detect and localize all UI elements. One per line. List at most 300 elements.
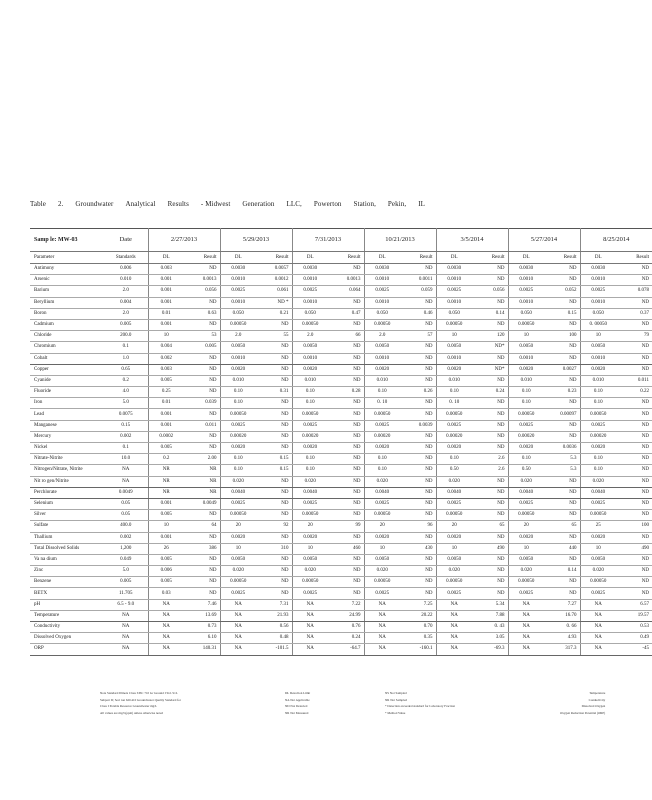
standard-value: 0.005 xyxy=(104,577,148,588)
result-value: ND xyxy=(544,342,580,353)
result-value: ND xyxy=(184,577,220,588)
detection-limit: 0.01 xyxy=(148,398,184,409)
detection-limit: 0.0010 xyxy=(364,275,400,286)
result-header: Result xyxy=(544,252,580,264)
result-value: 5.3 xyxy=(544,465,580,476)
parameter-name: Boron xyxy=(30,308,104,319)
result-value: ND xyxy=(328,577,364,588)
standard-value: 11.705 xyxy=(104,588,148,599)
caption-word: Generation xyxy=(242,200,275,208)
detection-limit: 20 xyxy=(364,521,400,532)
results-table xyxy=(30,228,652,656)
table-row xyxy=(30,308,652,319)
result-value: ND xyxy=(328,498,364,509)
result-value: ND xyxy=(328,443,364,454)
result-value: ND xyxy=(328,554,364,565)
standard-value: 0.002 xyxy=(104,532,148,543)
result-header: Result xyxy=(472,252,508,264)
detection-limit: 10 xyxy=(148,331,184,342)
detection-limit: NA xyxy=(220,610,256,621)
caption-word: Table xyxy=(30,200,46,208)
result-value: 3.05 xyxy=(472,633,508,644)
result-value: 0.0013 xyxy=(328,275,364,286)
caption-word: Powerton xyxy=(313,200,342,208)
detection-limit: 0.00050 xyxy=(292,510,328,521)
detection-limit: 10 xyxy=(364,543,400,554)
footnote-line: Oxygen Reduction Potential (ORP) xyxy=(560,710,606,715)
result-value: ND xyxy=(400,566,436,577)
detection-limit: 0. 10 xyxy=(364,398,400,409)
dl-header: DL xyxy=(580,252,616,264)
result-value: 7.27 xyxy=(544,599,580,610)
detection-limit: 20 xyxy=(508,521,544,532)
result-value: 21.93 xyxy=(256,610,292,621)
result-value: NR xyxy=(184,487,220,498)
result-value: ND xyxy=(184,532,220,543)
detection-limit: NA xyxy=(436,622,472,633)
detection-limit: 0.00050 xyxy=(508,510,544,521)
standard-value: 0.05 xyxy=(104,498,148,509)
parameter-name: Barium xyxy=(30,286,104,297)
result-value: 57 xyxy=(400,331,436,342)
table-row xyxy=(30,331,652,342)
standard-value: 1.0 xyxy=(104,353,148,364)
detection-limit: NR xyxy=(148,465,184,476)
date-label: Date xyxy=(104,229,148,252)
detection-limit: 0.0025 xyxy=(292,420,328,431)
footnote-line: All values are mg/L(ppm) unless otherwise noted xyxy=(100,710,164,715)
detection-limit: NA xyxy=(580,599,616,610)
standard-value: 5.0 xyxy=(104,566,148,577)
result-value: ND xyxy=(472,443,508,454)
table-row xyxy=(30,264,652,275)
result-value: 0.00097 xyxy=(544,409,580,420)
detection-limit: 0.0050 xyxy=(580,342,616,353)
result-value: ND xyxy=(472,566,508,577)
result-value: 0.37 xyxy=(616,308,652,319)
standard-value: NA xyxy=(104,633,148,644)
standard-value: 0.0075 xyxy=(104,409,148,420)
result-value: ND xyxy=(328,353,364,364)
sample-date: 7/31/2013 xyxy=(292,229,364,252)
result-value: ND* xyxy=(472,364,508,375)
detection-limit: 0.0025 xyxy=(364,420,400,431)
result-value: ND xyxy=(616,566,652,577)
detection-limit: NA xyxy=(148,610,184,621)
result-value: ND xyxy=(472,476,508,487)
result-value: 65 xyxy=(544,521,580,532)
result-value: ND xyxy=(400,476,436,487)
result-value: ND xyxy=(256,342,292,353)
parameter-name: Total Dissolved Solids xyxy=(30,543,104,554)
result-value: 6.10 xyxy=(184,633,220,644)
detection-limit: 0.0025 xyxy=(580,588,616,599)
result-value: 0.31 xyxy=(256,387,292,398)
result-value: ND xyxy=(400,588,436,599)
parameter-name: Lead xyxy=(30,409,104,420)
result-value: 0.73 xyxy=(184,622,220,633)
result-value: ND xyxy=(184,409,220,420)
result-value: 20.22 xyxy=(400,610,436,621)
result-value: ND xyxy=(328,588,364,599)
detection-limit: 0. 10 xyxy=(436,398,472,409)
detection-limit: 2.0 xyxy=(292,331,328,342)
standards-header: Standards xyxy=(104,252,148,264)
result-value: 0.53 xyxy=(616,622,652,633)
detection-limit: 0.00050 xyxy=(436,510,472,521)
standard-value: 200.0 xyxy=(104,331,148,342)
detection-limit: 0.050 xyxy=(292,308,328,319)
detection-limit: 0.10 xyxy=(436,387,472,398)
result-value: 7.88 xyxy=(472,610,508,621)
detection-limit: 0.01 xyxy=(148,308,184,319)
result-value: ND xyxy=(184,510,220,521)
dl-header: DL xyxy=(220,252,256,264)
detection-limit: 10 xyxy=(508,543,544,554)
detection-limit: 0.0020 xyxy=(580,443,616,454)
result-value: 0.24 xyxy=(472,387,508,398)
result-value: ND xyxy=(400,297,436,308)
table-row xyxy=(30,409,652,420)
detection-limit: NA xyxy=(580,610,616,621)
detection-limit: 0.0020 xyxy=(580,532,616,543)
standard-value: NA xyxy=(104,610,148,621)
parameter-name: Nitrogen/Nitrate, Nitrite xyxy=(30,465,104,476)
detection-limit: 0.0010 xyxy=(580,275,616,286)
detection-limit: NA xyxy=(292,622,328,633)
detection-limit: 0.050 xyxy=(508,308,544,319)
parameter-name: Cadmium xyxy=(30,319,104,330)
result-value: ND xyxy=(544,275,580,286)
footnote-col-qualifiers xyxy=(385,690,455,716)
result-value: 0.35 xyxy=(400,633,436,644)
detection-limit: 0.0025 xyxy=(508,588,544,599)
detection-limit: NA xyxy=(220,622,256,633)
result-value: ND xyxy=(400,342,436,353)
detection-limit: 0.00020 xyxy=(580,431,616,442)
result-value: 64 xyxy=(184,521,220,532)
detection-limit: 0.003 xyxy=(148,264,184,275)
result-value: 2.6 xyxy=(472,465,508,476)
result-value: ND xyxy=(544,476,580,487)
parameter-name: Fluoride xyxy=(30,387,104,398)
parameter-name: Chromium xyxy=(30,342,104,353)
detection-limit: NR xyxy=(148,487,184,498)
detection-limit: 0.0010 xyxy=(436,297,472,308)
detection-limit: 0.00050 xyxy=(292,409,328,420)
detection-limit: 0.0030 xyxy=(508,264,544,275)
result-value: 7.31 xyxy=(256,599,292,610)
result-value: ND xyxy=(184,554,220,565)
result-value: ND xyxy=(328,566,364,577)
detection-limit: 0.0020 xyxy=(364,532,400,543)
result-value: ND xyxy=(256,498,292,509)
result-value: ND xyxy=(616,364,652,375)
detection-limit: 2.0 xyxy=(364,331,400,342)
detection-limit: NA xyxy=(148,644,184,655)
result-value: ND xyxy=(400,532,436,543)
footnote-line: Subpart D; Sect ion 620.410 Groundwater Quality Standard for xyxy=(100,697,181,702)
detection-limit: 0.0010 xyxy=(580,297,616,308)
parameter-name: Selenium xyxy=(30,498,104,509)
result-header: Result xyxy=(256,252,292,264)
result-value: ND xyxy=(616,454,652,465)
detection-limit: 0.00020 xyxy=(220,431,256,442)
detection-limit: 0.0010 xyxy=(364,297,400,308)
detection-limit: 2.0 xyxy=(220,331,256,342)
parameter-header: Parameter xyxy=(30,252,104,264)
detection-limit: 0.00050 xyxy=(364,577,400,588)
detection-limit: 0.0025 xyxy=(508,498,544,509)
table-row xyxy=(30,644,652,655)
detection-limit: 0.0020 xyxy=(220,532,256,543)
standard-value: 2.0 xyxy=(104,286,148,297)
detection-limit: 0.10 xyxy=(364,465,400,476)
result-value: 2.00 xyxy=(184,454,220,465)
parameter-name: Conductivity xyxy=(30,622,104,633)
result-value: ND xyxy=(544,375,580,386)
footnote-line: * Method Value xyxy=(385,710,406,715)
parameter-name: Zinc xyxy=(30,566,104,577)
result-value: ND xyxy=(256,443,292,454)
detection-limit: 0.00050 xyxy=(220,409,256,420)
detection-limit: 25 xyxy=(580,521,616,532)
standard-value: NA xyxy=(104,644,148,655)
result-value: ND xyxy=(616,554,652,565)
detection-limit: 0.0010 xyxy=(220,297,256,308)
detection-limit: 0.0040 xyxy=(364,487,400,498)
result-value: ND xyxy=(328,532,364,543)
table-row xyxy=(30,420,652,431)
standard-value: 6.5 - 9.0 xyxy=(104,599,148,610)
caption-word: Analytical xyxy=(125,200,156,208)
result-value: ND xyxy=(256,420,292,431)
result-value: 0.0036 xyxy=(544,443,580,454)
result-value: ND xyxy=(616,588,652,599)
detection-limit: NA xyxy=(580,622,616,633)
detection-limit: 0.0010 xyxy=(292,275,328,286)
footnote-line: NS Not Sampled xyxy=(385,691,407,695)
result-value: ND xyxy=(616,398,652,409)
detection-limit: 0.10 xyxy=(580,387,616,398)
result-value: ND xyxy=(616,297,652,308)
detection-limit: 0.10 xyxy=(220,465,256,476)
standard-value: 0.049 xyxy=(104,554,148,565)
result-value: 310 xyxy=(256,543,292,554)
detection-limit: 0.00050 xyxy=(580,510,616,521)
parameter-name: Benzene xyxy=(30,577,104,588)
detection-limit: 0.0010 xyxy=(508,297,544,308)
result-value: ND xyxy=(400,443,436,454)
detection-limit: NA xyxy=(364,633,400,644)
result-value: ND xyxy=(616,532,652,543)
result-value: ND xyxy=(544,398,580,409)
result-value: 0.15 xyxy=(544,308,580,319)
result-value: 53 xyxy=(184,331,220,342)
detection-limit: 0.001 xyxy=(148,409,184,420)
detection-limit: 0.10 xyxy=(364,387,400,398)
result-value: ND xyxy=(328,409,364,420)
result-value: 92 xyxy=(256,521,292,532)
result-value: 0.056 xyxy=(472,286,508,297)
caption-word: LLC, xyxy=(286,200,302,208)
result-value: ND xyxy=(544,353,580,364)
standard-value: 1,200 xyxy=(104,543,148,554)
detection-limit: 0.003 xyxy=(148,364,184,375)
result-value: ND xyxy=(328,364,364,375)
result-value: ND xyxy=(472,431,508,442)
caption-word: IL xyxy=(418,200,426,208)
result-value: ND xyxy=(616,420,652,431)
result-value: ND xyxy=(616,476,652,487)
result-value: 16.70 xyxy=(544,610,580,621)
result-value: 0.76 xyxy=(328,622,364,633)
detection-limit: 0.0010 xyxy=(436,275,472,286)
result-value: ND xyxy=(472,375,508,386)
detection-limit: 0.050 xyxy=(364,308,400,319)
result-value: ND xyxy=(400,454,436,465)
result-value: ND xyxy=(184,375,220,386)
result-value: 96 xyxy=(400,521,436,532)
result-value: ND xyxy=(400,465,436,476)
detection-limit: 0.0010 xyxy=(292,297,328,308)
result-value: 66 xyxy=(328,331,364,342)
detection-limit: 0.050 xyxy=(580,308,616,319)
detection-limit: NA xyxy=(436,610,472,621)
result-value: ND xyxy=(472,297,508,308)
detection-limit: 0.001 xyxy=(148,286,184,297)
result-value: ND xyxy=(400,375,436,386)
result-value: ND xyxy=(472,398,508,409)
result-value: -69.3 xyxy=(472,644,508,655)
detection-limit: 0.00050 xyxy=(220,577,256,588)
detection-limit: NA xyxy=(148,599,184,610)
detection-limit: 0. 00050 xyxy=(580,319,616,330)
result-value: 0.0027 xyxy=(544,364,580,375)
detection-limit: 0.050 xyxy=(436,308,472,319)
standard-value: 10.0 xyxy=(104,454,148,465)
result-value: ND xyxy=(256,577,292,588)
detection-limit: 0.10 xyxy=(220,387,256,398)
table-row xyxy=(30,622,652,633)
detection-limit: 0.00050 xyxy=(364,319,400,330)
sample-date: 5/27/2014 xyxy=(508,229,580,252)
result-value: -64.7 xyxy=(328,644,364,655)
footnote-col-standards xyxy=(100,690,181,716)
table-row xyxy=(30,275,652,286)
detection-limit: 0.0025 xyxy=(220,498,256,509)
table-row xyxy=(30,319,652,330)
detection-limit: 0.00050 xyxy=(364,510,400,521)
footnote-line: NA Not Applicable xyxy=(285,697,310,702)
detection-limit: 0.005 xyxy=(148,554,184,565)
footnote-line: Conductivity xyxy=(588,697,606,702)
dl-header: DL xyxy=(508,252,544,264)
table-row xyxy=(30,588,652,599)
result-value: ND xyxy=(544,264,580,275)
detection-limit: NA xyxy=(220,599,256,610)
detection-limit: 0.0025 xyxy=(220,286,256,297)
table-row xyxy=(30,297,652,308)
result-value: ND xyxy=(472,319,508,330)
header-row-dates xyxy=(30,229,652,252)
result-value: ND* xyxy=(472,342,508,353)
detection-limit: 26 xyxy=(148,543,184,554)
detection-limit: 0.0020 xyxy=(292,532,328,543)
detection-limit: 0.50 xyxy=(508,465,544,476)
parameter-name: Cobalt xyxy=(30,353,104,364)
standard-value: 0.1 xyxy=(104,443,148,454)
result-value: 0.078 xyxy=(616,286,652,297)
detection-limit: 0.004 xyxy=(148,342,184,353)
detection-limit: 0.0010 xyxy=(220,353,256,364)
table-caption xyxy=(30,200,437,208)
result-value: ND xyxy=(400,319,436,330)
detection-limit: 0.0020 xyxy=(364,364,400,375)
result-value: 0.63 xyxy=(184,308,220,319)
detection-limit: 0.2 xyxy=(148,454,184,465)
detection-limit: NA xyxy=(436,599,472,610)
detection-limit: 0.020 xyxy=(508,566,544,577)
detection-limit: 10 xyxy=(292,543,328,554)
detection-limit: 0.020 xyxy=(364,566,400,577)
result-value: ND xyxy=(616,353,652,364)
parameter-name: Dissolved Oxygen xyxy=(30,633,104,644)
dl-header: DL xyxy=(364,252,400,264)
result-value: 430 xyxy=(400,543,436,554)
result-value: ND xyxy=(544,498,580,509)
table-row xyxy=(30,566,652,577)
detection-limit: 0.10 xyxy=(292,454,328,465)
result-value: ND xyxy=(184,353,220,364)
detection-limit: 0.0025 xyxy=(508,286,544,297)
detection-limit: 0.0025 xyxy=(436,286,472,297)
detection-limit: 0.0030 xyxy=(580,264,616,275)
result-value: ND xyxy=(400,409,436,420)
detection-limit: 10 xyxy=(436,331,472,342)
table-row xyxy=(30,375,652,386)
detection-limit: 0.03 xyxy=(148,588,184,599)
parameter-name: Antimony xyxy=(30,264,104,275)
detection-limit: NA xyxy=(436,633,472,644)
table-row xyxy=(30,510,652,521)
detection-limit: NA xyxy=(508,599,544,610)
result-value: ND xyxy=(328,487,364,498)
detection-limit: 0.00050 xyxy=(508,577,544,588)
parameter-name: Va na dium xyxy=(30,554,104,565)
detection-limit: 10 xyxy=(220,543,256,554)
result-value: ND xyxy=(256,409,292,420)
detection-limit: 0.0040 xyxy=(508,487,544,498)
result-value: ND xyxy=(544,420,580,431)
detection-limit: 0.0020 xyxy=(292,443,328,454)
result-value: 0.15 xyxy=(256,465,292,476)
result-value: ND xyxy=(256,364,292,375)
parameter-name: ORP xyxy=(30,644,104,655)
detection-limit: 0.0010 xyxy=(220,275,256,286)
result-value: 24.99 xyxy=(328,610,364,621)
result-value: ND xyxy=(616,443,652,454)
result-value: ND xyxy=(616,264,652,275)
detection-limit: 0.020 xyxy=(580,566,616,577)
result-value: ND xyxy=(328,398,364,409)
detection-limit: NA xyxy=(508,644,544,655)
result-value: ND xyxy=(400,264,436,275)
result-value: 0.23 xyxy=(544,387,580,398)
standard-value: 0.010 xyxy=(104,275,148,286)
detection-limit: 0.0050 xyxy=(436,342,472,353)
result-value: ND xyxy=(544,510,580,521)
